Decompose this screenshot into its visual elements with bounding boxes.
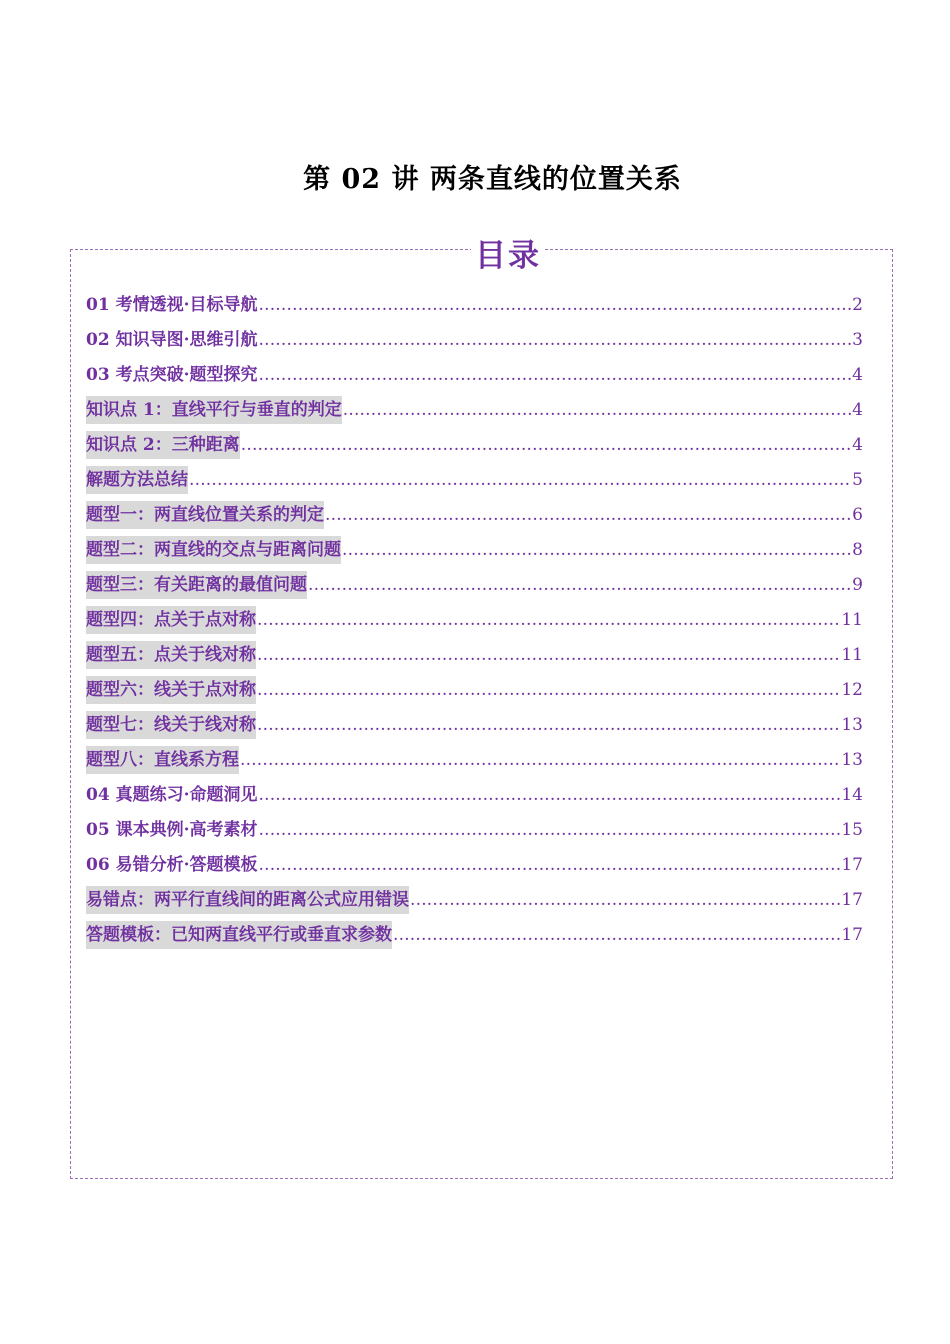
toc-page-number: 13 — [841, 715, 863, 735]
toc-entry-tixing-5[interactable] — [86, 641, 863, 676]
toc-page-number: 11 — [841, 645, 863, 665]
toc-page-number: 14 — [841, 785, 863, 805]
toc-page-number: 13 — [841, 750, 863, 770]
toc-entry-tixing-2[interactable] — [86, 536, 863, 571]
toc-entry-label: 知识点 1：直线平行与垂直的判定 — [86, 396, 342, 424]
toc-dot-leader — [257, 711, 840, 739]
toc-entry-01-kaoqing[interactable] — [86, 291, 863, 326]
toc-page-number: 8 — [852, 540, 863, 560]
toc-page-number: 4 — [852, 365, 863, 385]
toc-page-number: 6 — [852, 505, 863, 525]
toc-page-number: 4 — [852, 435, 863, 455]
toc-dot-leader — [259, 291, 852, 319]
toc-list — [86, 291, 863, 956]
toc-entry-dati-moban[interactable] — [86, 921, 863, 956]
toc-entry-label: 题型四：点关于点对称 — [86, 606, 256, 634]
toc-entry-label: 06 易错分析·答题模板 — [86, 855, 258, 875]
toc-entry-label: 题型一：两直线位置关系的判定 — [86, 501, 324, 529]
toc-entry-label: 题型八：直线系方程 — [86, 746, 239, 774]
toc-page-number: 3 — [852, 330, 863, 350]
toc-entry-label: 题型六：线关于点对称 — [86, 676, 256, 704]
toc-entry-tixing-3[interactable] — [86, 571, 863, 606]
toc-dot-leader — [259, 781, 841, 809]
toc-entry-02-zhishidaotu[interactable] — [86, 326, 863, 361]
toc-heading — [0, 230, 950, 275]
toc-entry-tixing-4[interactable] — [86, 606, 863, 641]
toc-page-number: 17 — [841, 925, 863, 945]
toc-entry-label: 答题模板：已知两直线平行或垂直求参数 — [86, 921, 392, 949]
page-title: 第 02 讲 两条直线的位置关系 — [303, 164, 682, 195]
toc-entry-label: 03 考点突破·题型探究 — [86, 365, 258, 385]
toc-entry-tixing-6[interactable] — [86, 676, 863, 711]
toc-dot-leader — [259, 361, 852, 389]
toc-entry-06-yicuo[interactable] — [86, 851, 863, 886]
toc-dot-leader — [257, 676, 840, 704]
toc-dot-leader — [308, 571, 851, 599]
toc-page-number: 17 — [841, 890, 863, 910]
toc-entry-label: 题型三：有关距离的最值问题 — [86, 571, 307, 599]
toc-entry-label: 04 真题练习·命题洞见 — [86, 785, 258, 805]
toc-entry-05-keben[interactable] — [86, 816, 863, 851]
toc-dot-leader — [259, 816, 841, 844]
toc-dot-leader — [325, 501, 851, 529]
toc-entry-yicuodian[interactable] — [86, 886, 863, 921]
toc-heading-text: 目录 — [471, 238, 545, 274]
toc-page-number: 17 — [841, 855, 863, 875]
toc-entry-label: 知识点 2：三种距离 — [86, 431, 240, 459]
toc-entry-label: 05 课本典例·高考素材 — [86, 820, 258, 840]
toc-page-number: 11 — [841, 610, 863, 630]
toc-entry-jieti-fangfa[interactable] — [86, 466, 863, 501]
toc-entry-label: 题型二：两直线的交点与距离问题 — [86, 536, 341, 564]
toc-entry-label: 解题方法总结 — [86, 466, 188, 494]
toc-dot-leader — [240, 746, 840, 774]
toc-dot-leader — [343, 396, 851, 424]
toc-dot-leader — [241, 431, 851, 459]
toc-dot-leader — [259, 851, 841, 879]
toc-entry-tixing-1[interactable] — [86, 501, 863, 536]
toc-entry-label: 题型七：线关于线对称 — [86, 711, 256, 739]
toc-entry-zhishidian-2[interactable] — [86, 431, 863, 466]
toc-page-number: 15 — [841, 820, 863, 840]
toc-entry-tixing-7[interactable] — [86, 711, 863, 746]
toc-page-number: 12 — [841, 680, 863, 700]
toc-dot-leader — [259, 326, 852, 354]
toc-dot-leader — [393, 921, 840, 949]
toc-entry-label: 易错点：两平行直线间的距离公式应用错误 — [86, 886, 409, 914]
toc-dot-leader — [257, 606, 840, 634]
toc-entry-label: 02 知识导图·思维引航 — [86, 330, 258, 350]
toc-entry-04-zhenti[interactable] — [86, 781, 863, 816]
toc-entry-03-kaodian[interactable] — [86, 361, 863, 396]
toc-page-number: 2 — [852, 295, 863, 315]
toc-dot-leader — [342, 536, 851, 564]
toc-dot-leader — [410, 886, 840, 914]
toc-entry-tixing-8[interactable] — [86, 746, 863, 781]
toc-entry-label: 题型五：点关于线对称 — [86, 641, 256, 669]
toc-entry-label: 01 考情透视·目标导航 — [86, 295, 258, 315]
toc-page-number: 4 — [852, 400, 863, 420]
toc-dot-leader — [257, 641, 840, 669]
toc-page-number: 9 — [852, 575, 863, 595]
toc-page-number: 5 — [852, 470, 863, 490]
toc-dot-leader — [189, 466, 851, 494]
toc-entry-zhishidian-1[interactable] — [86, 396, 863, 431]
